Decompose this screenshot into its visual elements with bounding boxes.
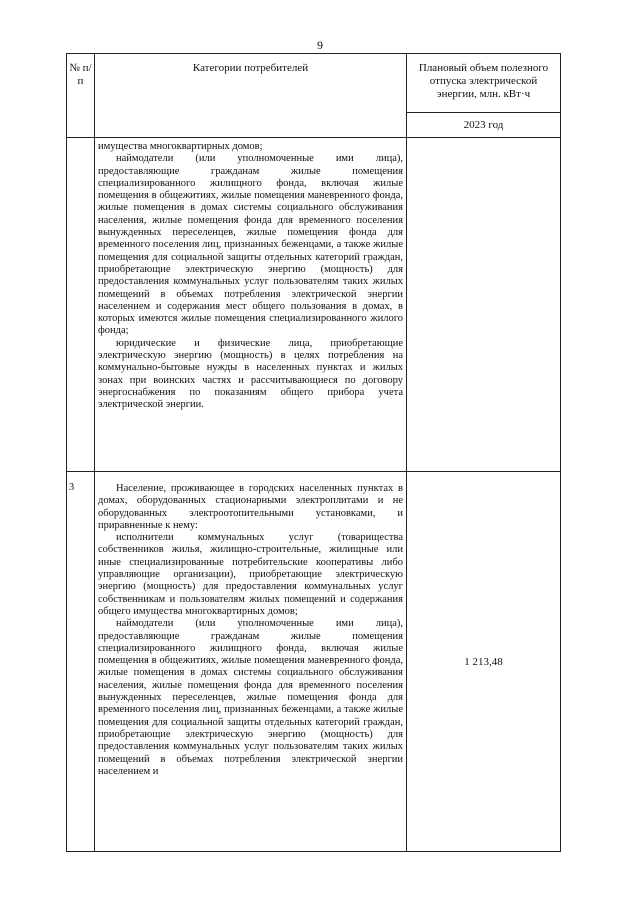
header-category: Категории потребителей	[95, 54, 407, 138]
paragraph: наймодатели (или уполномоченные ими лица), предоставляющие гражданам жилые помещения специализированного жилищного фонда, включая жилые помещения в общежитиях, жилые помещения маневренного фонда, жилые помещения в домах системы социального обслуживания населения, жилые помещения фонда для временного поселения вынужденных переселенцев, жилые помещения фонда для временного поселения лиц, признанных беженцами, а также жилые помещения для социальной защиты отдельных категорий граждан, приобретающие электрическую энергию (мощность) для предоставления коммунальных услуг пользователям таких жилых помещений в объемах потребления электрической энергии населением и содержания мест общего пользования в домах, в которых имеются жилые помещения специализированного жилого фонда;	[98, 153, 403, 337]
row-value	[407, 138, 561, 472]
paragraph: наймодатели (или уполномоченные ими лица), предоставляющие гражданам жилые помещения специализированного жилищного фонда, включая жилые помещения в общежитиях, жилые помещения маневренного фонда, жилые помещения в домах системы социального обслуживания населения, жилые помещения фонда для временного поселения вынужденных переселенцев, жилые помещения фонда для временного поселения лиц, признанных беженцами, а также жилые помещения для социальной защиты отдельных категорий граждан, приобретающие электрическую энергию (мощность) для предоставления коммунальных услуг пользователям таких жилых помещений в объемах потребления электрической энергии населением и	[98, 618, 403, 777]
header-year: 2023 год	[407, 113, 561, 138]
header-num: № п/п	[67, 54, 95, 138]
row-value: 1 213,48	[407, 472, 561, 852]
paragraph: имущества многоквартирных домов;	[98, 141, 263, 152]
paragraph: исполнители коммунальных услуг (товарищества собственников жилья, жилищно-строительные, жилищные или иные специализированные потребительские кооперативы либо управляющие организации), приобретающие электрическую энергию (мощность) для предоставления коммунальных услуг собственникам и пользователям жилых помещений и содержания общего имущества многоквартирных домов;	[98, 532, 403, 617]
table-row	[67, 138, 561, 472]
row-category-text	[95, 472, 407, 852]
row-number: 3	[67, 472, 95, 852]
paragraph: Население, проживающее в городских населенных пунктах в домах, оборудованных стационарными электроплитами и не оборудованных электроотопительными установками, и приравненные к нему:	[98, 483, 403, 531]
header-volume: Плановый объем полезного отпуска электрической энергии, млн. кВт·ч	[407, 54, 561, 113]
row-category-text	[95, 138, 407, 472]
consumers-table	[66, 53, 561, 852]
table-row	[67, 472, 561, 852]
paragraph: юридические и физические лица, приобретающие электрическую энергию (мощность) в целях потребления на коммунально-бытовые нужды в населенных пунктах и жилых зонах при воинских частях и рассчитывающиеся по договору энергоснабжения по показаниям общего прибора учета электрической энергии.	[98, 337, 403, 411]
row-number	[67, 138, 95, 472]
page-number: 9	[317, 38, 323, 52]
table-header-row	[67, 54, 561, 113]
